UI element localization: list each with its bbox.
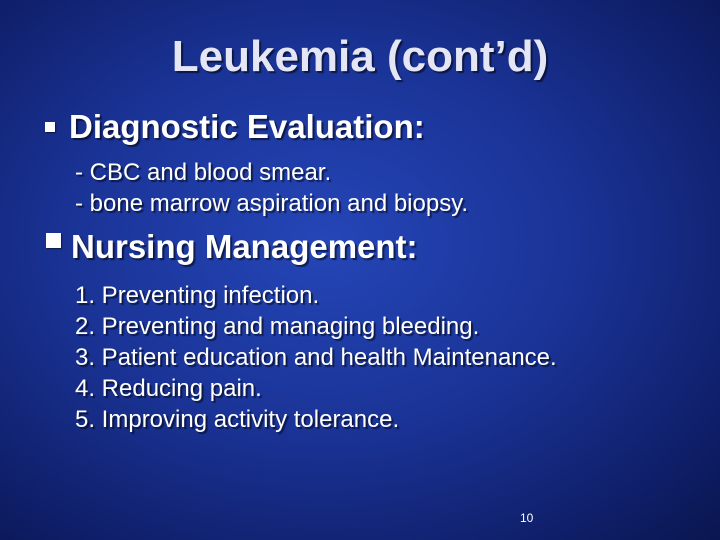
list-item: 4. Reducing pain. <box>75 375 262 402</box>
nursing-management-list <box>75 280 557 435</box>
list-item: 1. Preventing infection. <box>75 282 320 309</box>
list-item: 2. Preventing and managing bleeding. <box>75 313 480 340</box>
section-heading: Nursing Management: <box>71 228 418 265</box>
square-bullet-icon <box>46 233 61 248</box>
list-item: - CBC and blood smear. <box>75 159 332 186</box>
list-item: 5. Improving activity tolerance. <box>75 406 400 433</box>
section-nursing-management <box>46 228 418 266</box>
list-item: - bone marrow aspiration and biopsy. <box>75 190 469 217</box>
slide-title: Leukemia (cont’d) <box>171 32 549 81</box>
section-heading: Diagnostic Evaluation: <box>69 108 425 145</box>
list-item: 3. Patient education and health Maintenance. <box>75 344 557 371</box>
page-number: 10 <box>520 511 534 525</box>
diagnostic-evaluation-list <box>75 157 468 219</box>
square-bullet-icon <box>45 122 55 132</box>
section-diagnostic-evaluation <box>45 108 425 146</box>
